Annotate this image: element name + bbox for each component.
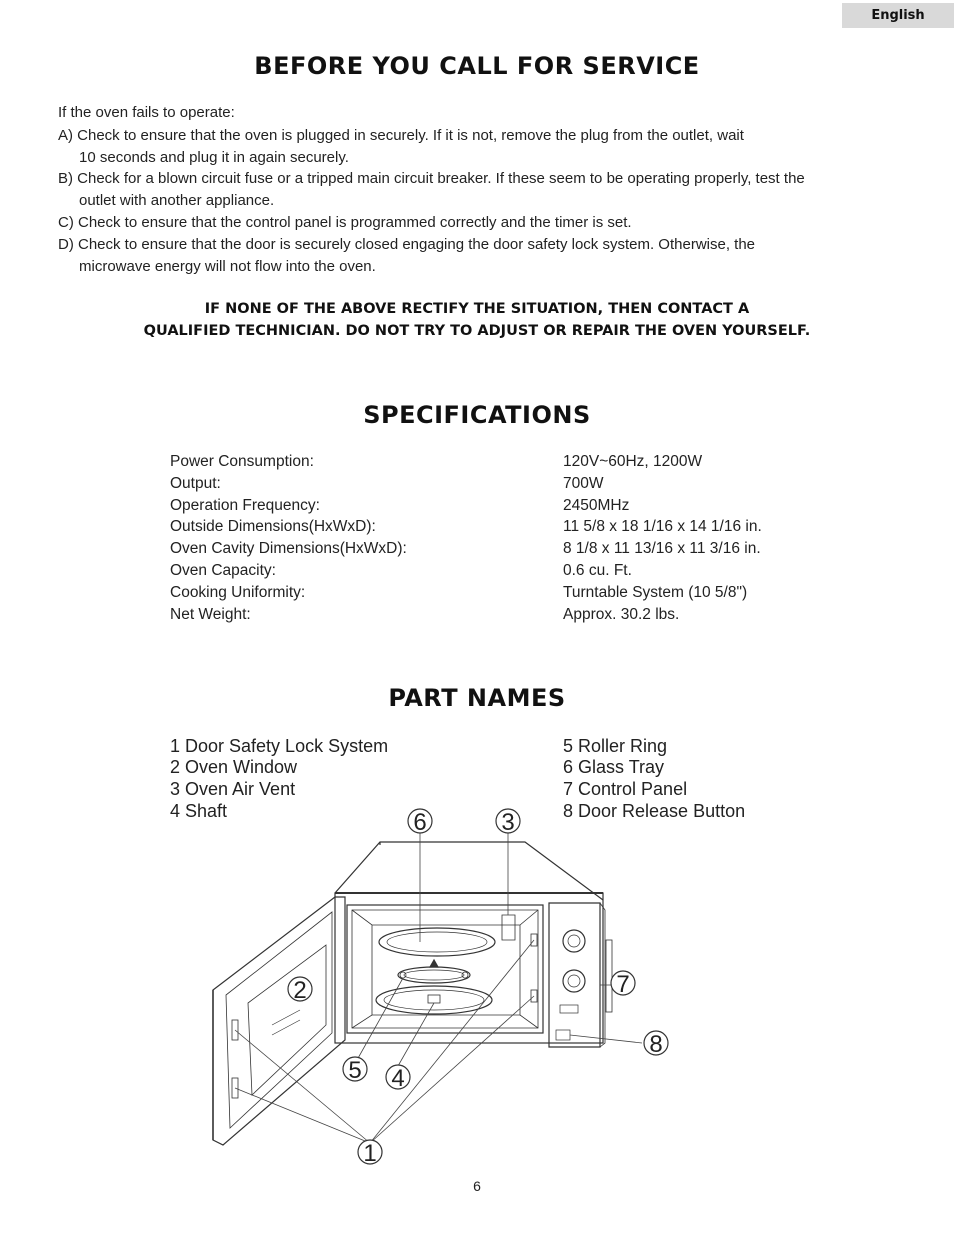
callout-8-label: 8	[649, 1031, 663, 1058]
specifications-title: SPECIFICATIONS	[363, 401, 591, 429]
part-name-item: 1 Door Safety Lock System	[170, 736, 389, 756]
service-item-a-line2: 10 seconds and plug it in again securely.	[79, 149, 349, 166]
service-item-c-line1: C) Check to ensure that the control panel is programmed correctly and the timer is set.	[58, 214, 632, 231]
warning-line-2: QUALIFIED TECHNICIAN. DO NOT TRY TO ADJUST OR REPAIR THE OVEN YOURSELF.	[143, 323, 811, 339]
callout-5-label: 5	[348, 1057, 362, 1084]
service-item-d-line1: D) Check to ensure that the door is securely closed engaging the door safety lock system. Otherwise, the	[58, 236, 756, 253]
page-number: 6	[473, 1178, 481, 1194]
service-item-d-line2: microwave energy will not flow into the oven.	[79, 258, 376, 275]
spec-label: Cooking Uniformity:	[170, 584, 306, 601]
service-item-b-line1: B) Check for a blown circuit fuse or a tripped main circuit breaker. If these seem to be operating properly, test the	[58, 170, 805, 187]
service-title: BEFORE YOU CALL FOR SERVICE	[254, 52, 700, 80]
service-item-b-line2: outlet with another appliance.	[79, 192, 275, 209]
service-item-a-line1: A) Check to ensure that the oven is plugged in securely. If it is not, remove the plug from the outlet, wait	[58, 127, 744, 144]
part-name-item: 6 Glass Tray	[563, 757, 665, 777]
spec-label: Outside Dimensions(HxWxD):	[170, 518, 376, 535]
callout-3-label: 3	[501, 809, 515, 836]
language-tab[interactable]: English	[842, 3, 954, 28]
part-name-item: 5 Roller Ring	[563, 736, 668, 756]
service-intro: If the oven fails to operate:	[58, 104, 235, 121]
part-name-item: 7 Control Panel	[563, 779, 688, 799]
spec-value: 11 5/8 x 18 1/16 x 14 1/16 in.	[563, 518, 762, 535]
spec-value: 700W	[563, 475, 604, 492]
part-name-item: 8 Door Release Button	[563, 801, 746, 821]
spec-label: Oven Capacity:	[170, 562, 276, 579]
spec-value: Approx. 30.2 lbs.	[563, 606, 680, 623]
spec-value: 8 1/8 x 11 13/16 x 11 3/16 in.	[563, 540, 761, 557]
spec-value: 0.6 cu. Ft.	[563, 562, 632, 579]
part-name-item: 4 Shaft	[170, 801, 228, 821]
spec-label: Power Consumption:	[170, 453, 314, 470]
spec-value: 120V~60Hz, 1200W	[563, 453, 703, 470]
spec-value: 2450MHz	[563, 497, 630, 514]
spec-label: Operation Frequency:	[170, 497, 320, 514]
part-name-item: 2 Oven Window	[170, 757, 298, 777]
part-names-title: PART NAMES	[388, 684, 566, 712]
warning-line-1: IF NONE OF THE ABOVE RECTIFY THE SITUATION, THEN CONTACT A	[204, 301, 750, 317]
callout-2-label: 2	[293, 977, 307, 1004]
spec-label: Net Weight:	[170, 606, 251, 623]
callout-6-label: 6	[413, 809, 427, 836]
callout-1-label: 1	[363, 1140, 377, 1167]
callout-4-label: 4	[391, 1065, 405, 1092]
spec-label: Output:	[170, 475, 221, 492]
callout-7-label: 7	[616, 971, 630, 998]
spec-label: Oven Cavity Dimensions(HxWxD):	[170, 540, 407, 557]
spec-value: Turntable System (10 5/8")	[563, 584, 748, 601]
part-name-item: 3 Oven Air Vent	[170, 779, 296, 799]
